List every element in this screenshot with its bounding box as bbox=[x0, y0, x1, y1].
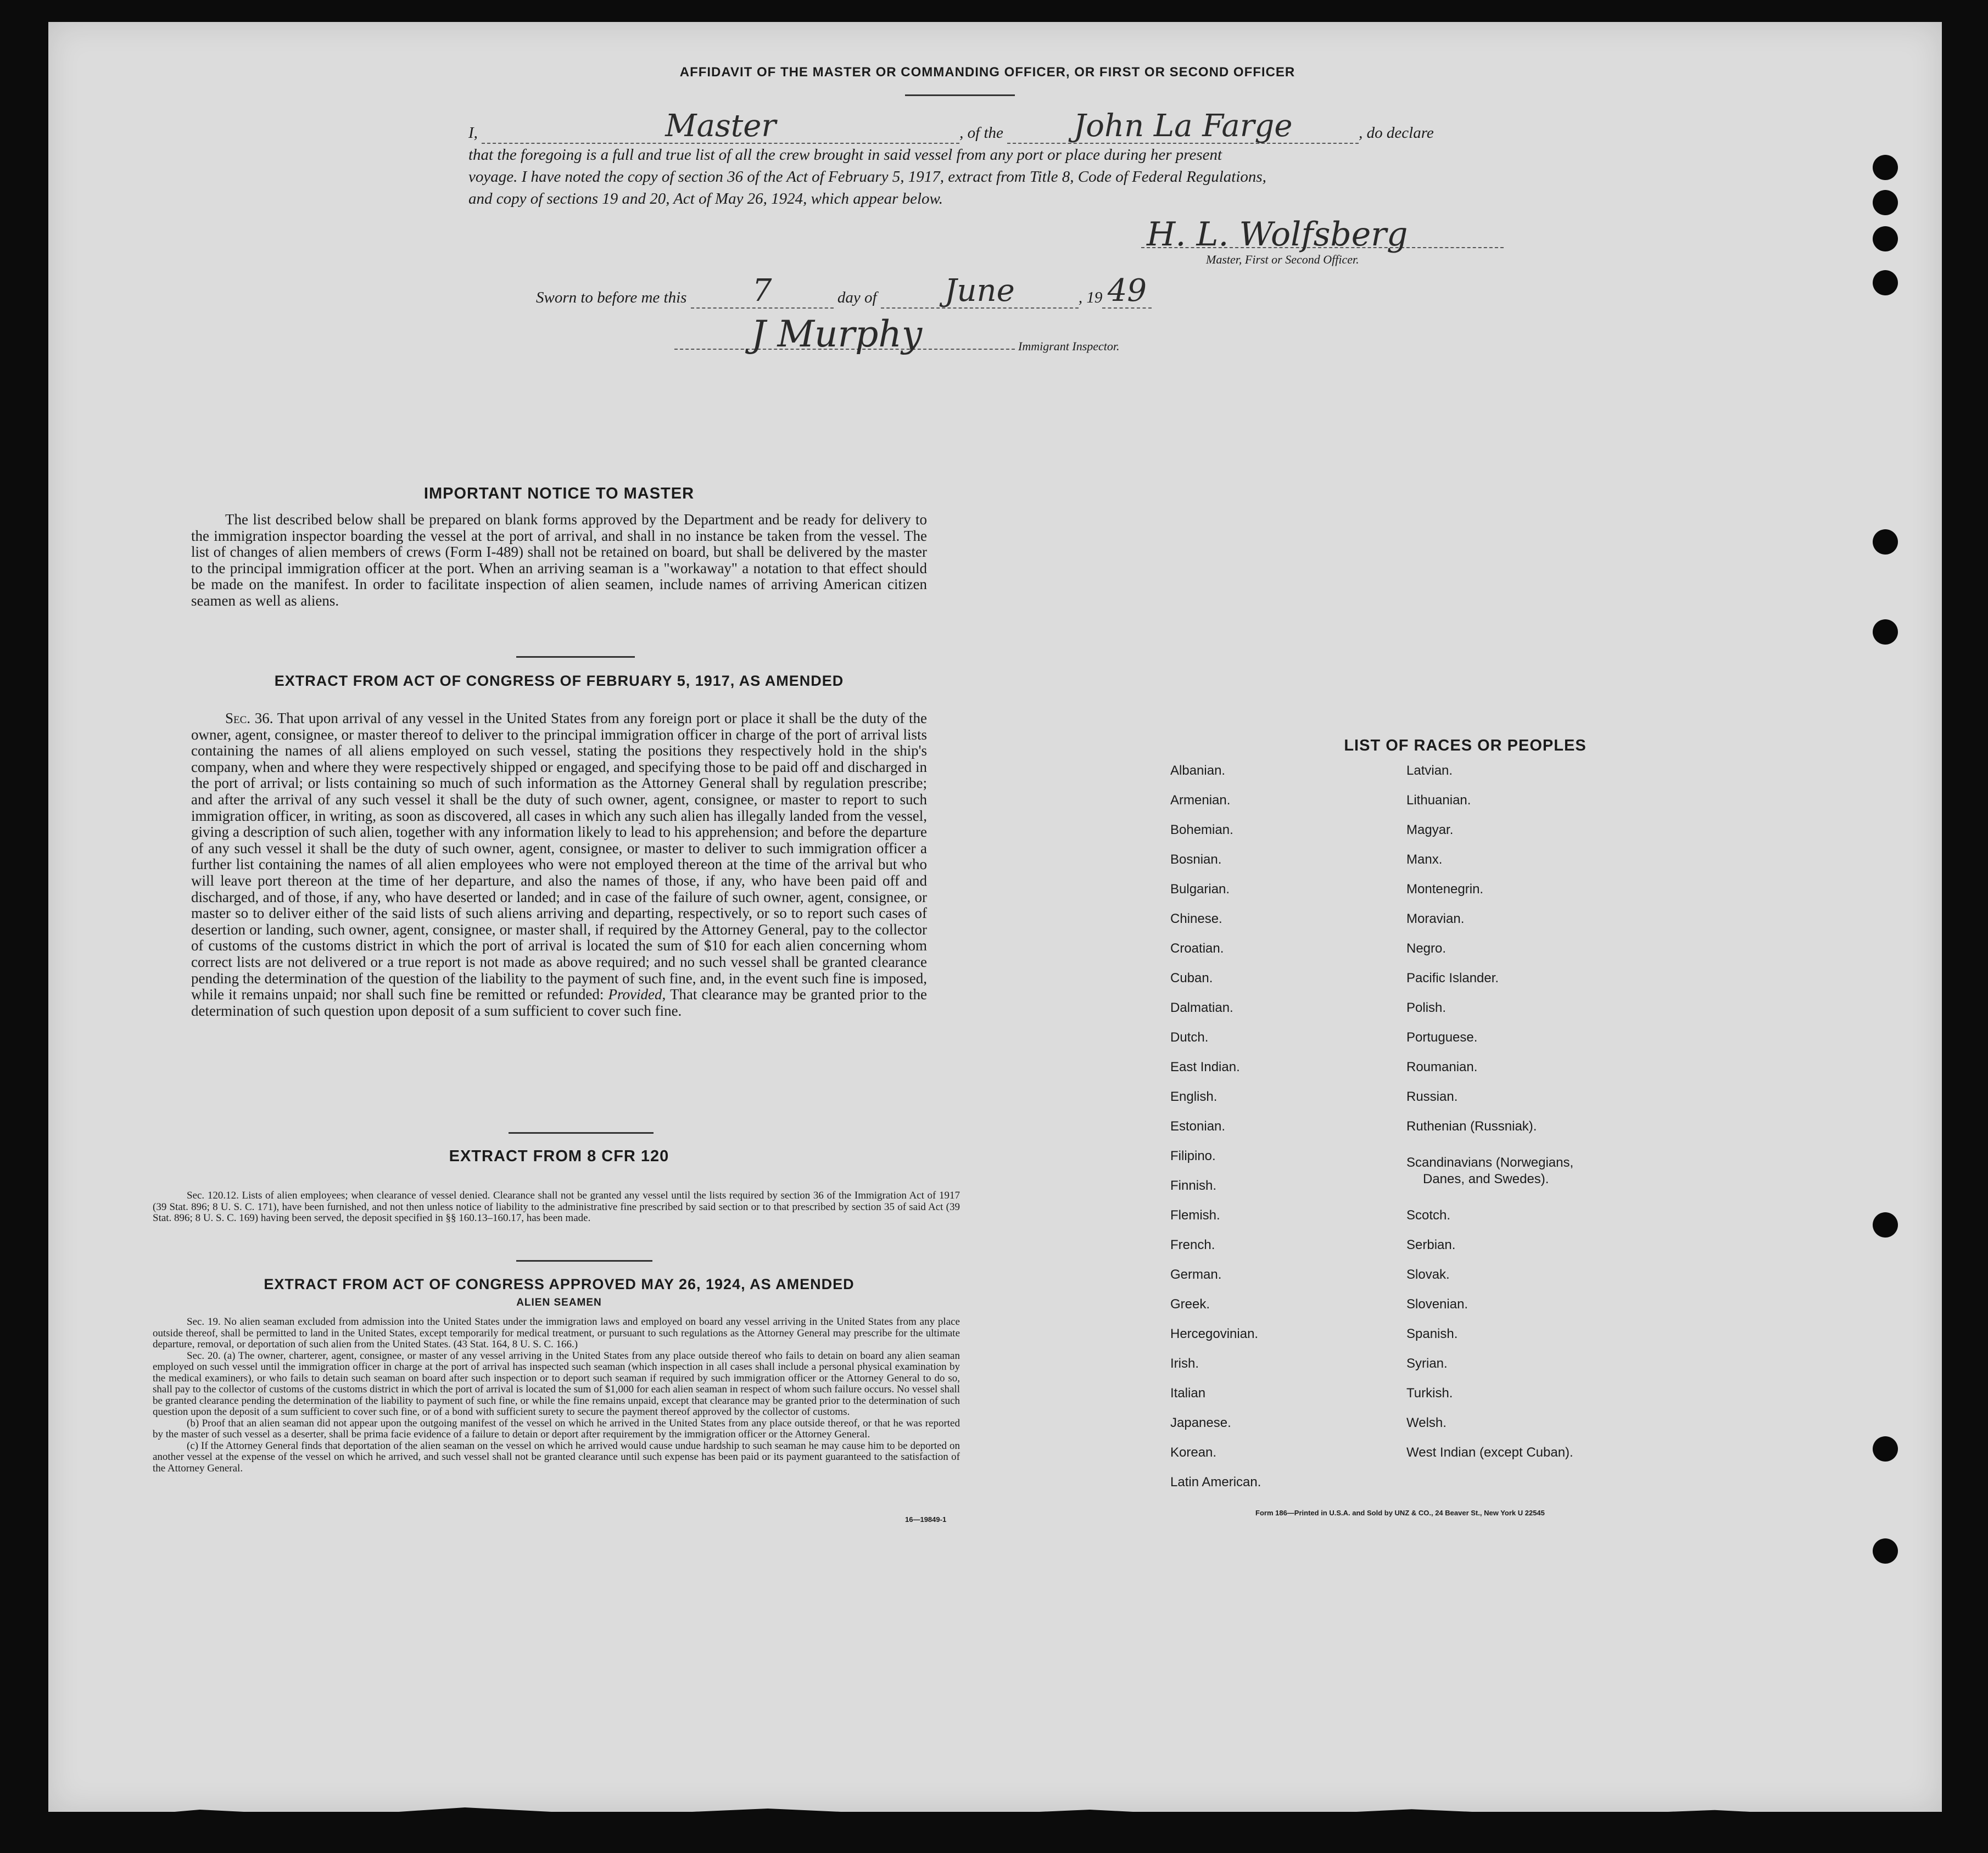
declaration-body-3: and copy of sections 19 and 20, Act of May 26, 1924, which appear below. bbox=[468, 190, 943, 208]
race-item: Roumanian. bbox=[1406, 1060, 1478, 1074]
race-item: English. bbox=[1170, 1089, 1218, 1104]
race-item: Serbian. bbox=[1406, 1238, 1456, 1252]
officer-handwriting: Master bbox=[665, 108, 777, 144]
master-signature: H. L. Wolfsberg bbox=[1147, 215, 1408, 254]
printer-footer: Form 186—Printed in U.S.A. and Sold by UNZ & CO., 24 Beaver St., New York U 22545 bbox=[1255, 1509, 1545, 1517]
divider bbox=[509, 1132, 654, 1134]
race-item: Korean. bbox=[1170, 1445, 1217, 1460]
race-item: Italian bbox=[1170, 1386, 1206, 1401]
affidavit-title: AFFIDAVIT OF THE MASTER OR COMMANDING OFFICER, OR FIRST OR SECOND OFFICER bbox=[679, 65, 1295, 80]
vessel-handwriting: John La Farge bbox=[1073, 108, 1293, 144]
form-code: 16—19849-1 bbox=[905, 1515, 947, 1524]
declaration-lead: I, bbox=[468, 124, 478, 142]
divider bbox=[516, 1260, 652, 1262]
race-item: Negro. bbox=[1406, 941, 1447, 956]
master-signature-caption: Master, First or Second Officer. bbox=[1206, 253, 1359, 266]
cfr-paragraph: Sec. 120.12. Lists of alien employees; when clearance of vessel denied. Clearance shall not be granted any vessel until the lists required by section 36 of the Immigration Act of 1917 (39 Stat. 896; 8 U. S. C. 171), have been furnished, and not then unless notice of liability to the administrative fine prescribed by said section or to that prescribed by section 35 of said Act (39 Stat. 896; 8 U. S. C. 169) having been served, the deposit specified in §§ 160.13–160.17, has been made. bbox=[153, 1190, 960, 1224]
declaration-line bbox=[468, 108, 1534, 144]
race-item: German. bbox=[1170, 1267, 1222, 1282]
races-title: LIST OF RACES OR PEOPLES bbox=[1344, 737, 1587, 754]
race-item: Moravian. bbox=[1406, 911, 1465, 926]
race-item: Albanian. bbox=[1170, 763, 1226, 778]
race-item: Russian. bbox=[1406, 1089, 1458, 1104]
race-item-scandinavians-1: Scandinavians (Norwegians, bbox=[1406, 1155, 1574, 1170]
punch-hole bbox=[1873, 619, 1898, 645]
cfr-text bbox=[153, 1190, 960, 1224]
sec36-text-a: That upon arrival of any vessel in the United States from any foreign port or place it shall be the duty of the owner, agent, consignee, or master thereof to deliver to the principal immigration officer in charge of the port of arrival lists containing the names of all aliens employed on such vessel, stating the positions they respectively hold in the ship's company, when and where they were respectively shipped or engaged, and specifying those to be paid off and discharged in the port of arrival; or lists containing so much of such information as the Attorney General shall by regulation prescribe; and after the arrival of any such vessel it shall be the duty of such owner, agent, consignee, or master to report to such immigration officer, in writing, as soon as discovered, all cases in which any such alien has illegally landed from the vessel, giving a description of such alien, together with any information likely to lead to his apprehension; and before the departure of any such vessel it shall be the duty of such owner, agent, consignee, or master to deliver to such immigration officer a further list containing the names of all alien employees who were not employed thereon at the time of the arrival but who will leave port thereon at the time of her departure, and also the names of those, if any, who have been paid off and discharged, and of those, if any, who have deserted or landed; and in case of the failure of such owner, agent, consignee, or master so to deliver either of the said lists of such aliens arriving and departing, respectively, or so to report such cases of desertion or landing, such owner, agent, consignee, or master shall, if required by the Attorney General, pay to the collector of customs of the customs district in which the port of arrival is located the sum of $10 for each alien concerning whom correct lists are not delivered or a true report is not made as above required; and no such vessel shall be granted clearance pending the determination of the question of the liability to the payment of such fine, and, in the event such fine is imposed, while it remains unpaid; nor shall such fine be remitted or refunded: bbox=[191, 710, 928, 1003]
race-item: Latin American. bbox=[1170, 1475, 1261, 1490]
sworn-month-handwriting: June bbox=[944, 273, 1015, 309]
notice-title: IMPORTANT NOTICE TO MASTER bbox=[423, 485, 695, 502]
race-item-scandinavians-2: Danes, and Swedes). bbox=[1423, 1172, 1549, 1186]
inspector-signature: J Murphy bbox=[751, 313, 923, 355]
race-item: Pacific Islander. bbox=[1406, 971, 1499, 986]
race-item: Montenegrin. bbox=[1406, 882, 1484, 897]
sec36-text-b: That clearance may be granted prior to the determination of such question upon deposit of a sum sufficient to cover such fine. bbox=[191, 986, 928, 1019]
race-item: Polish. bbox=[1406, 1000, 1447, 1015]
document-page bbox=[48, 22, 1942, 1812]
sworn-day-handwriting: 7 bbox=[752, 273, 772, 309]
race-item: Dutch. bbox=[1170, 1030, 1209, 1045]
punch-hole bbox=[1873, 155, 1898, 180]
extract-1917-text bbox=[191, 710, 927, 1019]
race-item: Portuguese. bbox=[1406, 1030, 1478, 1045]
race-item: Manx. bbox=[1406, 852, 1443, 867]
notice-text bbox=[191, 512, 927, 609]
sworn-year-handwriting: 49 bbox=[1107, 273, 1147, 309]
day-of-label: day of bbox=[837, 289, 877, 306]
race-item: Finnish. bbox=[1170, 1178, 1217, 1193]
punch-hole bbox=[1873, 1212, 1898, 1238]
race-item: Slovak. bbox=[1406, 1267, 1450, 1282]
affidavit-declaration bbox=[468, 108, 1534, 210]
notice-paragraph: The list described below shall be prepared on blank forms approved by the Department and be ready for delivery to the immigration inspector boarding the vessel at the port of arrival, and shall in no instance be taken from the vessel. The list of changes of alien members of crews (Form I-489) shall not be retained on board, but shall be delivered by the master to the principal immigration officer at the port. When an arriving seaman is a "workaway" a notation to that effect should be made on the manifest. In order to facilitate inspection of alien seamen, include names of arriving American citizen seamen as well as aliens. bbox=[191, 511, 927, 609]
race-item: Magyar. bbox=[1406, 822, 1454, 837]
punch-hole bbox=[1873, 1538, 1898, 1564]
divider bbox=[516, 656, 635, 658]
officer-field bbox=[482, 108, 959, 144]
race-item: Chinese. bbox=[1170, 911, 1222, 926]
race-item: Filipino. bbox=[1170, 1149, 1216, 1163]
race-item: Bohemian. bbox=[1170, 822, 1233, 837]
race-item: Bulgarian. bbox=[1170, 882, 1230, 897]
extract-1924-title: EXTRACT FROM ACT OF CONGRESS APPROVED MAY 26, 1924, AS AMENDED bbox=[264, 1276, 855, 1292]
sec36-label: Sec. 36. bbox=[225, 710, 273, 726]
vessel-field bbox=[1007, 108, 1359, 144]
cfr-title: EXTRACT FROM 8 CFR 120 bbox=[449, 1147, 669, 1165]
race-item: Slovenian. bbox=[1406, 1297, 1468, 1312]
sworn-day-field bbox=[691, 273, 834, 309]
race-item: Ruthenian (Russniak). bbox=[1406, 1119, 1537, 1134]
race-item: Japanese. bbox=[1170, 1415, 1231, 1430]
sworn-line bbox=[536, 273, 1152, 309]
race-item: Flemish. bbox=[1170, 1208, 1220, 1223]
sworn-month-field bbox=[881, 273, 1079, 309]
punch-hole bbox=[1873, 1436, 1898, 1462]
race-item: Hercegovinian. bbox=[1170, 1326, 1259, 1341]
race-item: West Indian (except Cuban). bbox=[1406, 1445, 1573, 1460]
sec20a-paragraph: Sec. 20. (a) The owner, charterer, agent, consignee, or master of any vessel arriving in the United States from any place outside thereof who fails to detain on board any alien seaman employed on such vessel until the immigration officer in charge at the port of arrival has inspected such seaman (which inspection in all cases shall include a personal physical examination by the medical examiners), or who fails to detain such seaman on board after such inspection or to deport such seaman if required by such immigration officer or the Attorney General to do so, shall pay to the collector of customs of the customs district in which the port of arrival is located the sum of $1,000 for each alien seaman in respect of whom such failure occurs. No vessel shall be granted clearance pending the determination of the liability to payment of such fine, or while the fine remains unpaid, except that clearance may be granted prior to the determination of such question upon the deposit of a sum sufficient to cover such fine, or of a bond with sufficient surety to secure the payment thereof approved by the collector of customs. bbox=[153, 1350, 960, 1418]
sworn-year-field bbox=[1102, 273, 1152, 309]
sec19-paragraph: Sec. 19. No alien seaman excluded from admission into the United States under the immigration laws and employed on board any vessel arriving in the United States from any place outside thereof, shall be permitted to land in the United States, except temporarily for medical treatment, or pursuant to such regulations as the Attorney General may prescribe for the ultimate departure, removal, or deportation of such alien from the United States. (43 Stat. 164, 8 U. S. C. 166.) bbox=[153, 1316, 960, 1350]
punch-hole bbox=[1873, 270, 1898, 295]
race-item: East Indian. bbox=[1170, 1060, 1240, 1074]
declaration-body-1: that the foregoing is a full and true list of all the crew brought in said vessel from any port or place during her present bbox=[468, 146, 1222, 164]
declaration-body-2: voyage. I have noted the copy of section 36 of the Act of February 5, 1917, extract from Title 8, Code of Federal Regulations, bbox=[468, 168, 1266, 186]
race-item: Lithuanian. bbox=[1406, 793, 1471, 808]
race-item: Irish. bbox=[1170, 1356, 1199, 1371]
race-item: French. bbox=[1170, 1238, 1215, 1252]
race-item: Spanish. bbox=[1406, 1326, 1458, 1341]
punch-hole bbox=[1873, 529, 1898, 555]
torn-edge bbox=[48, 1801, 1942, 1812]
race-item: Dalmatian. bbox=[1170, 1000, 1233, 1015]
of-the-label: , of the bbox=[959, 124, 1003, 142]
do-declare-label: , do declare bbox=[1359, 124, 1434, 142]
extract-1924-subtitle: ALIEN SEAMEN bbox=[516, 1297, 602, 1308]
divider bbox=[905, 94, 1015, 96]
punch-hole bbox=[1873, 226, 1898, 251]
sworn-label: Sworn to before me this bbox=[536, 289, 687, 306]
race-item: Welsh. bbox=[1406, 1415, 1447, 1430]
race-item: Bosnian. bbox=[1170, 852, 1222, 867]
race-item: Estonian. bbox=[1170, 1119, 1226, 1134]
race-item: Latvian. bbox=[1406, 763, 1453, 778]
extract-1924-text bbox=[153, 1317, 960, 1474]
race-item: Armenian. bbox=[1170, 793, 1231, 808]
race-item: Greek. bbox=[1170, 1297, 1210, 1312]
punch-hole bbox=[1873, 190, 1898, 215]
race-item: Cuban. bbox=[1170, 971, 1213, 986]
inspector-caption: Immigrant Inspector. bbox=[1018, 339, 1120, 353]
sec20c-paragraph: (c) If the Attorney General finds that deportation of the alien seaman on the vessel on which he arrived would cause undue hardship to such seaman he may cause him to be deported on another vessel at the expense of the vessel on which he arrived, and such vessel shall not be granted clearance until such expense has been paid or its payment guaranteed to the satisfaction of the Attorney General. bbox=[153, 1440, 960, 1474]
provided-label: Provided, bbox=[608, 986, 666, 1003]
extract-1917-title: EXTRACT FROM ACT OF CONGRESS OF FEBRUARY 5, 1917, AS AMENDED bbox=[274, 673, 844, 689]
sec20b-paragraph: (b) Proof that an alien seaman did not appear upon the outgoing manifest of the vessel on which he arrived in the United States from any place outside thereof, or that he was reported by the master of such vessel as a deserter, shall be prima facie evidence of a failure to detain or deport after requirement by the immigration officer or the Attorney General. bbox=[153, 1417, 960, 1440]
race-item: Croatian. bbox=[1170, 941, 1224, 956]
race-item: Syrian. bbox=[1406, 1356, 1448, 1371]
year-prefix: , 19 bbox=[1078, 289, 1103, 306]
race-item: Scotch. bbox=[1406, 1208, 1451, 1223]
race-item: Turkish. bbox=[1406, 1386, 1453, 1401]
